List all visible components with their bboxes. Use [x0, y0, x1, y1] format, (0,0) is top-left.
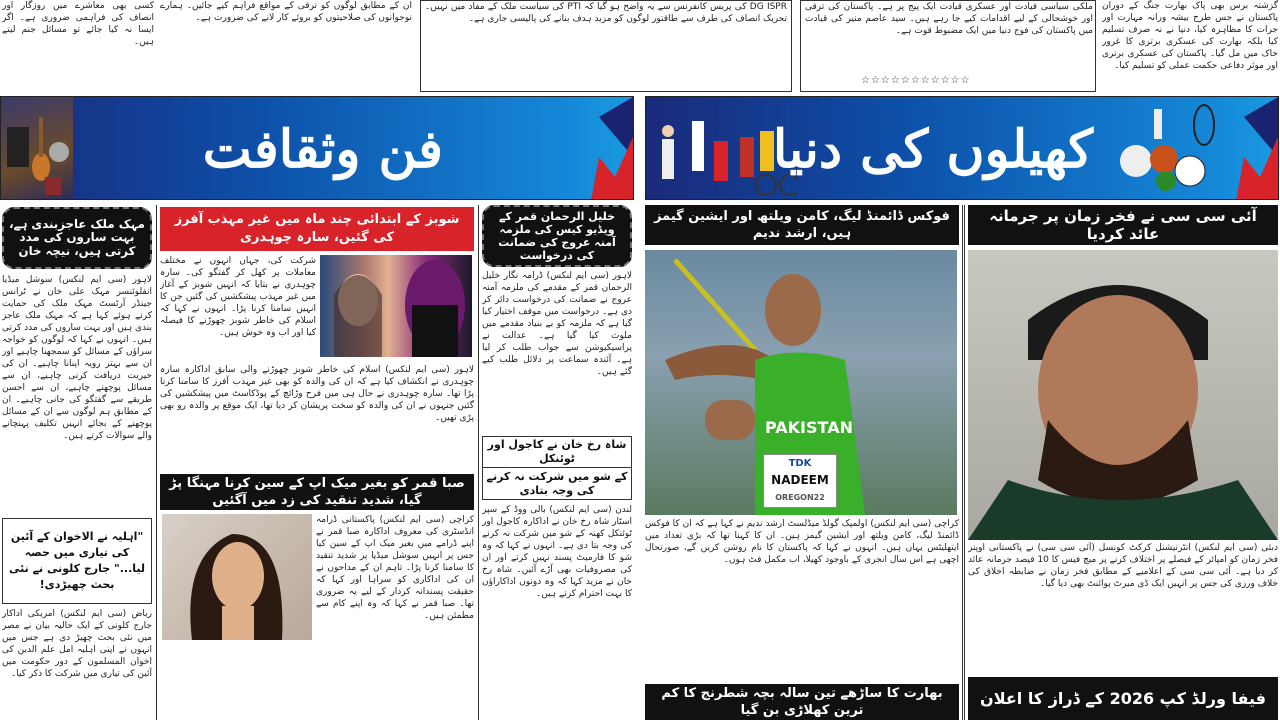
column-divider	[478, 205, 479, 720]
top-article-col4: ان کے مطابق لوگوں کو ترقی کے مواقع فراہم کیے جائیں۔ ہمارے نوجوانوں کی صلاحیتوں کو بروئے کار لانے کی ضرورت ہے۔	[160, 1, 412, 23]
khalil-headline[interactable]: خلیل الرحمان قمر کے ویڈیو کیس کی ملزمہ آمنہ عروج کی ضمانت کی درخواست	[482, 205, 632, 267]
shahrukh-headline[interactable]	[482, 436, 632, 500]
culture-banner-title: فن وثقافت	[202, 119, 443, 180]
top-article-col2: ملکی سیاسی قیادت اور عسکری قیادت ایک پیج پر ہے۔ پاکستان کی ترقی اور خوشحالی کے لیے اقدامات کیے جا رہے ہیں۔ سید عاصم منیر کی قیادت میں پاکستان کی فوج دنیا میں ایک مضبوط قوت ہے۔	[805, 2, 1093, 36]
sports-banner-title: کھیلوں کی دنیا	[772, 119, 1093, 180]
saba-body: کراچی (سی ایم لنکس) پاکستانی ڈرامہ انڈسٹری کی معروف اداکارہ صبا قمر نے اپنے ڈرامے میں بغیر میک اپ کے سین کیا جس پر انہیں سوشل میڈیا پر شدید تنقید کا سامنا کرنا پڑا۔ تاہم ان کے مداحوں نے ان کی اداکاری کو سراہا اور کہا کہ حقیقت پسندانہ کردار کے لیے یہ ضروری تھا۔ صبا قمر نے کہا کہ وہ اپنے کام سے مطمئن ہیں۔	[316, 515, 474, 621]
bib-sponsor: TDK	[788, 458, 812, 469]
top-article-col1: گزشتہ برس بھی پاک بھارت جنگ کے دوران پاکستان نے جس طرح بیشہ ورانہ مہارت اور جرات کا مظاہرہ کیا، دنیا نے نہ صرف تسلیم کیا بلکہ بھارت کی عسکری برتری کا غرور خاک میں مل گیا۔ پاکستان کی عسکری برتری اور موثر دفاعی حکمت عملی کو تسلیم کیا۔	[1102, 1, 1278, 71]
guitar-icon	[1, 97, 73, 200]
culture-section-banner	[0, 96, 634, 200]
banner-corner-decoration	[585, 97, 633, 200]
sports-equipment-image	[1106, 101, 1226, 197]
sara-photo	[320, 255, 472, 357]
fakhar-headline[interactable]: آئی سی سی نے فخر زمان پر جرمانہ عائد کردیا	[968, 205, 1278, 245]
bib-name: NADEEM	[771, 473, 829, 487]
column-divider	[962, 205, 965, 720]
stars-divider: ☆☆☆☆☆☆☆☆☆☆☆	[861, 75, 971, 86]
sara-headline[interactable]: شوبز کے ابتدائی چند ماہ میں غیر مہذب آفرز کی گئیں، سارہ چوہدری	[160, 207, 474, 251]
shahrukh-body: لندن (سی ایم لنکس) بالی ووڈ کے سپر اسٹار شاہ رخ خان نے اداکارہ کاجول اور ٹوئنکل کھنہ کے شو میں شرکت نہ کرنے کی وجہ بتا دی ہے۔ انہوں نے کہا کہ وہ شو کا فارمیٹ پسند نہیں کرتے اور ان کی مصروفیات بھی آڑے آئیں۔ شاہ رخ خان نے مزید کہا کہ وہ دونوں اداکاراؤں کا بہت احترام کرتے ہیں۔	[482, 505, 632, 599]
fakhar-zaman-photo	[968, 250, 1278, 540]
jersey-text: PAKISTAN	[765, 418, 853, 437]
chess-headline[interactable]: بھارت کا ساڑھے تین سالہ بچہ شطرنج کا کم ترین کھلاڑی بن گیا	[645, 684, 959, 720]
arshad-body: کراچی (سی ایم لنکس) اولمپک گولڈ میڈلسٹ ارشد ندیم نے کہا ہے کہ ان کا فوکس ڈائمنڈ لیگ، کامن ویلتھ اور ایشین گیمز ہیں۔ ان کا کہنا تھا کہ بڑی تعداد میں ایتھلیٹس یہاں ہیں۔ انہوں نے کہا کہ پاکستان کا نام روشن کریں گے، صورتحال اچھی ہے اس سال انجری کے باوجود کھیلا، اب مکمل فٹ ہوں۔	[645, 519, 959, 565]
arshad-nadeem-photo	[645, 250, 957, 515]
top-article-col5: کسی بھی معاشرے میں روزگار اور انصاف کی فراہمی ضروری ہے۔ اگر ایسا نہ کیا جائے تو مسائل جنم لیتے ہیں۔	[2, 1, 154, 47]
fifa-headline[interactable]: فیفا ورلڈ کپ 2026 کے ڈراز کا اعلان	[968, 677, 1278, 720]
saba-headline[interactable]: صبا قمر کو بغیر میک اپ کے سین کرنا مہنگا پڑ گیا، شدید تنقید کی زد میں آگئیں	[160, 474, 474, 510]
sports-section-banner	[645, 96, 1279, 200]
saba-photo	[162, 514, 312, 640]
sara-body-continued: لاہور (سی ایم لنکس) اسلام کی خاطر شوبز چھوڑنے والی سابق اداکارہ سارہ چوہدری نے انکشاف کیا ہے کہ ان کی والدہ کو بھی غیر مہذب آفرز کا سامنا کرنا پڑا تھا۔ سارہ چوہدری نے حال ہی میں فرح وڑائچ کے پوڈکاسٹ میں پیشکشیں کی گئیں جنہوں نے ان کی والدہ کو سخت پریشان کر دیا تھا، ایک موقع پر والدہ رو بھی پڑی تھیں۔	[160, 365, 474, 423]
top-article-col3: DG ISPR کی پریس کانفرنس سے یہ واضح ہو گیا کہ PTI کی سیاست ملک کے مفاد میں نہیں۔ تحریک انصاف کی طرف سے طاقتور لوگوں کو مزید ہدف بنانے کی پالیسی جاری ہے۔	[420, 0, 792, 92]
top-article-box	[800, 0, 1096, 92]
fakhar-body: دبئی (سی ایم لنکس) انٹرنیشنل کرکٹ کونسل (آئی سی سی) نے پاکستانی اوپنر فخر زمان کو امپائر کے فیصلے پر اختلاف کرنے پر میچ فیس کا 10 فیصد جرمانہ عائد کر دیا ہے۔ آئی سی سی کے اعلامیے کے مطابق فخر زمان نے ضابطہ اخلاق کی خلاف ورزی کی جس پر انہیں ایک ڈی میرٹ پوائنٹ بھی دیا گیا۔	[968, 543, 1278, 589]
arshad-headline[interactable]: فوکس ڈائمنڈ لیگ، کامن ویلتھ اور ایشین گیمز ہیں، ارشد ندیم	[645, 205, 959, 245]
shahrukh-headline-line1: شاہ رخ خان نے کاجول اور ٹوئنکل	[483, 437, 631, 468]
clooney-headline[interactable]: "اہلیہ نے الاخوان کے آئین کی تیاری میں حصہ لیا..." جارج کلونی نے نئی بحث چھیڑدی!	[2, 518, 152, 604]
mehak-body: لاہور (سی ایم لنکس) سوشل میڈیا انفلوئنسر مہک علی خان نے ٹرانس جینڈر آرٹسٹ مہک ملک کی حمایت کرتے ہوئے کہا ہے کہ مہک ملک عاجز بندی ہیں اور بہت ساروں کی مدد کرتی ہیں۔ انہوں نے کہا کہ لوگوں کو خواجہ سراؤں کے مسائل کو سمجھنا چاہیے اور ان سے بہتر رویہ اپنانا چاہیے۔ ان کی خیریت دریافت کرنی چاہیے، ان سے مسائل پوچھنے چاہیے، ان سے احسن طریقے سے گفتگو کی جانی چاہیے۔ ان کے مطابق ہم لوگوں سے ان کے مسائل پوچھنے کے بجائے انہیں تکلیف پہنچانے والے سوالات کرتے ہیں۔	[2, 275, 152, 441]
bib-event: OREGON22	[775, 493, 825, 502]
bib	[763, 454, 837, 508]
sara-body: شرکت کی، جہاں انہوں نے مختلف معاملات پر کھل کر گفتگو کی۔ سارہ چوہدری نے بتایا کہ انہیں شوبز کے آغاز میں غیر مہذب پیشکشیں کی گئیں جن کا انہیں سامنا کرنا پڑا۔ انہوں نے کہا کہ اسلام کی خاطر شوبز چھوڑنے کا فیصلہ کیا اور اب وہ خوش ہیں۔	[160, 256, 316, 338]
banner-corner-decoration	[1230, 97, 1278, 200]
mehak-headline[interactable]: مہک ملک عاجزبندی ہے، بہت ساروں کی مدد کرتی ہیں، نیچہ خان	[2, 207, 152, 269]
column-divider	[156, 205, 157, 720]
instruments-image	[1, 97, 73, 200]
khalil-body: لاہور (سی ایم لنکس) ڈرامہ نگار خلیل الرحمان قمر کے مقدمے کی ملزمہ آمنہ عروج نے ضمانت کی درخواست دائر کر دی ہے۔ درخواست میں موقف اختیار کیا گیا ہے کہ ملزمہ کو بے بنیاد مقدمے میں ملوث کیا گیا ہے۔ عدالت نے پراسیکیوشن سے جواب طلب کر لیا ہے۔ آئندہ سماعت پر دلائل طلب کیے گئے ہیں۔	[482, 271, 632, 377]
clooney-body: ریاض (سی ایم لنکس) امریکی اداکار جارج کلونی کے ایک حالیہ بیان نے مصر میں نئی بحث چھیڑ دی ہے جس میں انہوں نے اپنی اہلیہ امل علم الدین کی اخوان المسلمون کے دور حکومت میں آئین کی تیاری میں شرکت کا ذکر کیا۔	[2, 609, 152, 679]
shahrukh-headline-line2: کے شو میں شرکت نہ کرنے کی وجہ بتادی	[486, 469, 628, 497]
